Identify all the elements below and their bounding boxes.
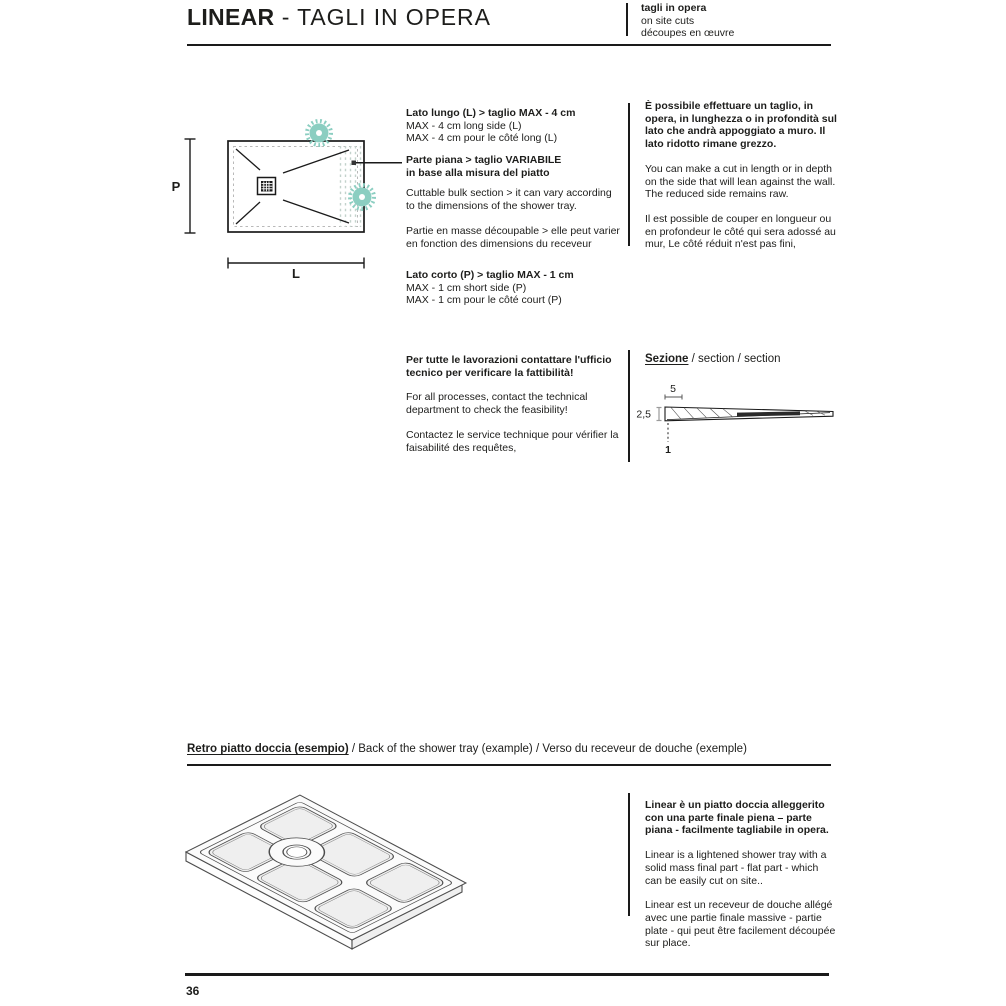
- section-dim-top-line: [665, 395, 682, 400]
- header-rule: [187, 44, 831, 46]
- drain-icon: [258, 178, 276, 195]
- note-feasibility-en: For all processes, contact the technical department to check the feasibility!: [406, 391, 588, 417]
- saw-blade-icon-top: [307, 121, 331, 145]
- section-dim-left-label: 2,5: [636, 408, 651, 421]
- note-feasibility-it: Per tutte le lavorazioni contattare l'ufficio tecnico per verificare la fattibilità!: [406, 354, 612, 379]
- header-label-fr: découpes en œuvre: [641, 27, 735, 39]
- leader-line: [352, 161, 403, 166]
- note-flat-part-it-1: Parte piana > taglio VARIABILE: [406, 154, 562, 166]
- section-dim-bottom-label: 1: [665, 444, 671, 456]
- header-trilingual-label: [641, 2, 734, 40]
- section-title: [645, 353, 781, 365]
- page-number: 36: [186, 984, 200, 998]
- tray-diagonals: [236, 149, 349, 224]
- back-tray-isometric-drawing: [170, 778, 480, 958]
- note-flat-part-it-2: in base alla misura del piatto: [406, 166, 550, 179]
- brand-name: LINEAR: [187, 4, 275, 30]
- cuttable-zone-dashes: [341, 146, 361, 227]
- note-flat-part-fr: Partie en masse découpable > elle peut varier en fonction des dimensions du receveur: [406, 224, 620, 250]
- note-short-side: [406, 269, 621, 307]
- note-long-side-en: MAX - 4 cm long side (L): [406, 119, 522, 132]
- note-long-side: [406, 107, 621, 145]
- section-title-rest: / section / section: [688, 353, 781, 365]
- note-long-side-fr: MAX - 4 cm pour le côté long (L): [406, 132, 558, 145]
- header-label-it: tagli in opera: [641, 2, 707, 14]
- section-dim-top-label: 5: [670, 383, 676, 395]
- note-feasibility: [406, 354, 625, 466]
- page-title: [187, 4, 491, 31]
- note-short-side-fr: MAX - 1 cm pour le côté court (P): [406, 294, 562, 307]
- note-cut-info-fr: Il est possible de couper en longueur ou en profondeur le côté qui sera adossé au mur, Le côté réduit n'est pas fini,: [645, 212, 836, 251]
- back-tray-description-en: Linear is a lightened shower tray with a solid mass final part - flat part - which can be easily cut on site..: [645, 849, 827, 887]
- page-title-rest: - TAGLI IN OPERA: [274, 4, 491, 30]
- saw-blade-icon-right: [350, 185, 374, 209]
- dimension-p: [185, 139, 196, 233]
- note-short-side-en: MAX - 1 cm short side (P): [406, 281, 527, 294]
- section-title-it: Sezione: [645, 353, 689, 365]
- note-flat-part: [406, 154, 621, 262]
- note-feasibility-fr: Contactez le service technique pour vérifier la faisabilité des requêtes,: [406, 428, 619, 454]
- note-cut-info-it: È possibile effettuare un taglio, in opera, in lunghezza o in profondità sul lato che andrà appoggiato a muro. Il lato ridotto rimane grezzo.: [645, 100, 837, 151]
- note-long-side-it: Lato lungo (L) > taglio MAX - 4 cm: [406, 107, 576, 119]
- back-tray-description-it: Linear è un piatto doccia alleggerito con una parte finale piena – parte piana - facilmente tagliabile in opera.: [645, 799, 829, 837]
- note-short-side-it: Lato corto (P) > taglio MAX - 1 cm: [406, 269, 574, 281]
- slab-top-face: [186, 795, 466, 940]
- column-divider-1: [628, 103, 630, 246]
- plan-inner-dashed-border: [234, 147, 358, 227]
- back-tray-title-it: Retro piatto doccia (esempio): [187, 743, 349, 755]
- back-tray-rule: [187, 764, 831, 766]
- header-divider: [626, 3, 628, 36]
- shower-tray-plan-diagram: [160, 98, 420, 283]
- cross-section-diagram: [630, 382, 840, 460]
- back-tray-description: [645, 799, 838, 962]
- back-tray-description-fr: Linear est un receveur de douche allégé avec une partie finale massive - partie plate - qui peut être facilement découpée sur place.: [645, 899, 836, 950]
- note-cut-info: [645, 100, 838, 263]
- column-divider-3: [628, 793, 630, 916]
- section-profile: [665, 407, 833, 421]
- footer-rule: [185, 973, 829, 976]
- back-tray-title: [187, 743, 747, 755]
- section-dim-left-bracket: [657, 408, 662, 421]
- note-flat-part-en: Cuttable bulk section > it can vary according to the dimensions of the shower tray.: [406, 187, 612, 213]
- back-tray-title-rest: / Back of the shower tray (example) / Verso du receveur de douche (exemple): [348, 743, 747, 755]
- header-label-en: on site cuts: [641, 14, 695, 27]
- note-cut-info-en: You can make a cut in length or in depth on the side that will lean against the wall. The reduced side remains raw.: [645, 162, 836, 201]
- dimension-p-label: P: [171, 179, 181, 194]
- dimension-l-label: L: [292, 266, 300, 281]
- tray-outline: [228, 141, 364, 232]
